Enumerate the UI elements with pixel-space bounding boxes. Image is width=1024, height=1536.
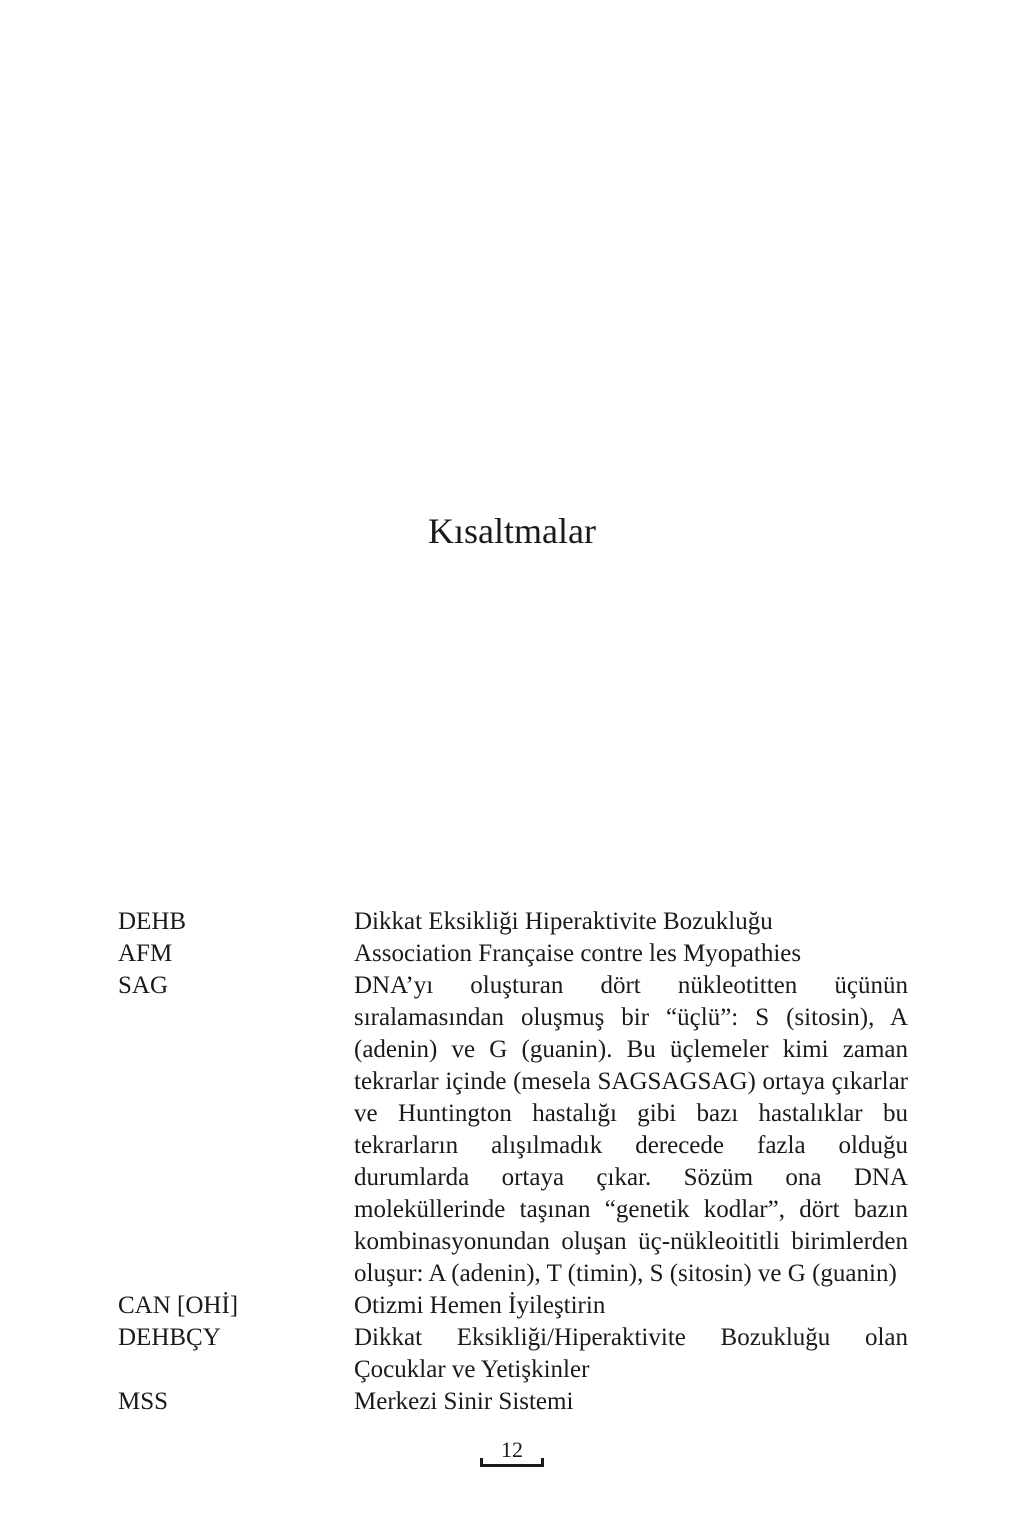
abbreviation-definition: DNA’yı oluşturan dört nükleotitten üçünün sıralamasından oluşmuş bir “üçlü”: S (sitosin), A (adenin) ve G (guanin). Bu üçlemeler kimi zaman tekrarlar içinde (mesela SAGSAGSAG) ortaya çıkarlar ve Huntington hastalığı gibi bazı hastalıklar bu tekrarların alışılmadık derecede fazla olduğu durumlarda ortaya çıkar. Sözüm ona DNA moleküllerinde taşınan “genetik kodlar”, dört bazın kombinasyonundan oluşan üç-nükleoititli birimlerden oluşur: A (adenin), T (timin), S (sitosin) ve G (guanin): [354, 972, 908, 1287]
abbreviation-term: AFM: [118, 940, 173, 967]
abbreviation-definition: Dikkat Eksikliği/Hiperaktivite Bozukluğu olan Çocuklar ve Yetişkinler: [354, 1324, 908, 1383]
abbreviation-list: [118, 906, 908, 1418]
page-footer: [0, 1436, 1024, 1467]
abbreviation-row-dehb: [118, 906, 908, 938]
page-number: 12: [480, 1436, 544, 1467]
abbreviation-term: CAN [OHİ]: [118, 1292, 239, 1319]
abbreviation-row-mss: [118, 1386, 908, 1418]
abbreviation-term: SAG: [118, 972, 169, 999]
abbreviation-term: MSS: [118, 1388, 169, 1415]
abbreviation-definition: Merkezi Sinir Sistemi: [354, 1388, 574, 1415]
abbreviation-row-sag: [118, 970, 908, 1290]
abbreviation-row-dehbcy: [118, 1322, 908, 1386]
abbreviation-row-afm: [118, 938, 908, 970]
abbreviation-definition: Dikkat Eksikliği Hiperaktivite Bozukluğu: [354, 908, 773, 935]
page-title: Kısaltmalar: [428, 511, 596, 551]
abbreviation-definition: Association Française contre les Myopathies: [354, 940, 802, 967]
abbreviation-row-can-ohi: [118, 1290, 908, 1322]
abbreviation-term: DEHB: [118, 908, 187, 935]
abbreviation-term: DEHBÇY: [118, 1324, 221, 1351]
abbreviation-definition: Otizmi Hemen İyileştirin: [354, 1292, 606, 1319]
